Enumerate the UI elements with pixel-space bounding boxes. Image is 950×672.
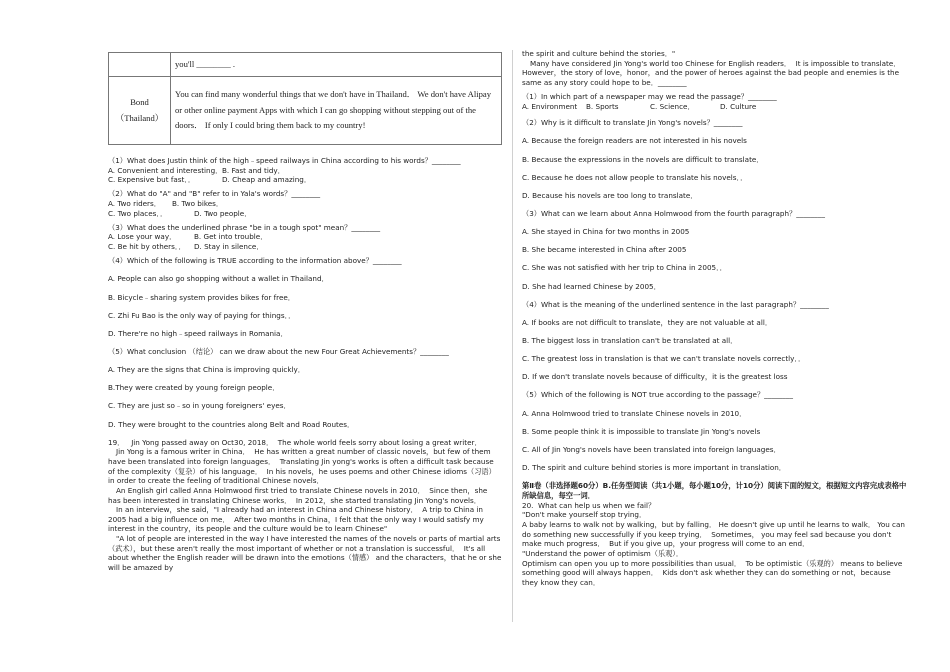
- option: C. Because he does not allow people to translate his novels．．: [522, 172, 748, 182]
- comment-table: [108, 52, 502, 145]
- option: D. They were brought to the countries along Belt and Road Routes．: [108, 419, 355, 429]
- option: C. She was not satisfied with her trip to China in 2005．．: [522, 263, 727, 273]
- option: C. All of Jin Yong's novels have been translated into foreign languages．: [522, 444, 781, 454]
- left-column: [108, 52, 502, 573]
- option: A. Anna Holmwood tried to translate Chinese novels in 2010．: [522, 408, 747, 418]
- question-3: （3）What does the underlined phrase "be in a tough spot" mean？________: [108, 222, 381, 232]
- question-2: （2）What do "A" and "B" refer to in Yala's words？________: [108, 189, 321, 199]
- table-row: [109, 77, 502, 145]
- option: B. Because the expressions in the novels are difficult to translate．: [522, 154, 764, 164]
- option: D. Culture: [720, 101, 757, 111]
- table-text-cell: You can find many wonderful things that we don't have in Thailand． We don't have Alipay or other online payment Apps with which I can go shopping without stepping out of the doors． If only I could bring them back to my country!: [171, 77, 502, 145]
- question-2: （2）Why is it difficult to translate Jin Yong's novels？________: [522, 118, 743, 128]
- option: D. She had learned Chinese by 2005．: [522, 281, 661, 291]
- passage-paragraph: Jin Yong is a famous writer in China． He has written a great number of classic novels，but few of them have been translated into foreign languages． Translating Jin yong's works is often a difficult task because of the complexity（复杂）of his language． In his novels，he uses poems and other Chinese idioms（习语）in order to create the feeling of traditional Chinese novels．: [108, 447, 496, 486]
- option: D. The spirit and culture behind stories is more important in translation．: [522, 463, 786, 473]
- passage-paragraph: An English girl called Anna Holmwood first tried to translate Chinese novels in 2010． Since then，she has been interested in translating Chinese works． In 2012，she started translating Jin Yong's novels．: [108, 485, 490, 505]
- column-divider: [512, 50, 513, 622]
- option: D. Stay in silence．: [194, 242, 264, 252]
- question-20: 20. What can help us when we fail？: [522, 500, 656, 510]
- passage-paragraph: Many have considered Jin Yong's world too Chinese for English readers． It is impossible to translate． However，the story of love，honor，and the power of heroes against the bad people and enemies is the same as any story could hope to be．________: [522, 58, 906, 87]
- options-row: [108, 175, 502, 185]
- option: A. Lose your way．: [108, 232, 177, 242]
- option: A. People can also go shopping without a wallet in Thailand．: [108, 274, 329, 284]
- option: B. Fast and tidy．: [222, 165, 285, 175]
- option: C. They are just so﹣so in young foreigners' eyes．: [108, 401, 291, 411]
- passage-heading: "Understand the power of optimism（乐观）．: [522, 548, 684, 558]
- option: B. Sports: [586, 101, 619, 111]
- passage-paragraph: the spirit and culture behind the stories．": [522, 49, 676, 58]
- passage-paragraph: A baby learns to walk not by walking，but by falling． He doesn't give up until he learns to walk． You can do something new successfully if you keep trying． Sometimes， you may feel sad because you don't make much progress． But if you give up，your progress will come to an end．: [522, 519, 908, 549]
- right-column: [522, 49, 908, 587]
- question-4: （4）Which of the following is TRUE according to the information above？________: [108, 256, 402, 266]
- option: B. Get into trouble．: [194, 232, 268, 242]
- passage-paragraph: In an interview，she said，"I already had an interest in China and Chinese history． A trip to China in 2005 had a big influence on me． After two months in China，I felt that the only way I would satisfy my interest in the country，its people and the culture would be to learn Chinese": [108, 505, 487, 534]
- option: C. Be hit by others．．: [108, 242, 186, 252]
- question-1: （1）In which part of a newspaper may we read the passage？________: [522, 92, 777, 102]
- options-row: [108, 242, 502, 252]
- option: B. Two bikes．: [172, 199, 224, 209]
- option: A. Convenient and interesting．: [108, 165, 223, 175]
- option: B.They were created by young foreign people．: [108, 383, 280, 393]
- option: B. Some people think it is impossible to translate Jin Yong's novels: [522, 426, 761, 436]
- question-5: （5）What conclusion （结论） can we draw about the new Four Great Achievements？________: [108, 346, 449, 356]
- option: D. Cheap and amazing．: [222, 175, 312, 185]
- section-heading: 第Ⅱ卷（非选择题60分）B.任务型阅读（共1小题，每小题10分，计10分）阅读下面的短文，根据短文内容完成表格中所缺信息，每空一词．: [522, 481, 907, 500]
- options-row: [108, 209, 502, 219]
- options-row: [108, 199, 502, 209]
- question-5: （5）Which of the following is NOT true according to the passage？________: [522, 390, 793, 400]
- question-1: （1）What does Justin think of the high﹣speed railways in China according to his words？________: [108, 156, 461, 165]
- table-name-cell: Bond（Thailand）: [109, 77, 171, 145]
- option: A. Two riders．: [108, 199, 161, 209]
- option: C. Two places．．: [108, 208, 168, 218]
- option: A. Environment: [522, 101, 578, 111]
- option: C. Science．: [650, 101, 695, 111]
- option: B. She became interested in China after 2005: [522, 245, 687, 255]
- option: A. Because the foreign readers are not interested in his novels: [522, 136, 747, 146]
- option: C. The greatest loss in translation is that we can't translate novels correctly．．: [522, 354, 806, 364]
- table-text-cell: you'll ________ .: [171, 53, 502, 77]
- option: D. Because his novels are too long to translate．: [522, 190, 698, 200]
- option: D. If we don't translate novels because of difficulty，it is the greatest loss: [522, 372, 788, 382]
- option: C. Expensive but fast．．: [108, 175, 196, 185]
- option: A. She stayed in China for two months in 2005: [522, 227, 690, 237]
- option: A. If books are not difficult to translate，they are not valuable at all．: [522, 317, 773, 327]
- options-row: [522, 102, 908, 112]
- passage-paragraph: "A lot of people are interested in the way I have interested the names of the novels or parts of martial arts（武术），but these aren't really the most important of whether or not a translation is successful． It's all about whether the English reader will be drawn into the emotions（情感） and the characters，that he or she will be amazed by: [108, 534, 504, 572]
- option: B. Bicycle﹣sharing system provides bikes for free．: [108, 292, 295, 302]
- options-row: [108, 232, 502, 242]
- option: D. There're no high﹣speed railways in Romania．: [108, 328, 288, 338]
- table-row: [109, 53, 502, 77]
- passage-paragraph: Optimism can open you up to more possibilities than usual． To be optimistic（乐观的） means to believe something good will always happen． Kids don't ask whether they can do something or not，because they know they can．: [522, 558, 905, 587]
- option: D. Two people．: [194, 208, 252, 218]
- question-4: （4）What is the meaning of the underlined sentence in the last paragraph？________: [522, 299, 829, 309]
- passage-heading: "Don't make yourself stop trying．: [522, 510, 647, 520]
- option: A. They are the signs that China is improving quickly．: [108, 365, 305, 375]
- option: B. The biggest loss in translation can't be translated at all．: [522, 336, 738, 346]
- table-name-cell: [109, 53, 171, 77]
- option: C. Zhi Fu Bao is the only way of paying for things．．: [108, 310, 296, 320]
- passage-19-intro: 19． Jin Yong passed away on Oct30, 2018． The whole world feels sorry about losing a great writer．: [108, 437, 482, 447]
- options-row: [108, 166, 502, 176]
- question-3: （3）What can we learn about Anna Holmwood from the fourth paragraph？________: [522, 209, 825, 219]
